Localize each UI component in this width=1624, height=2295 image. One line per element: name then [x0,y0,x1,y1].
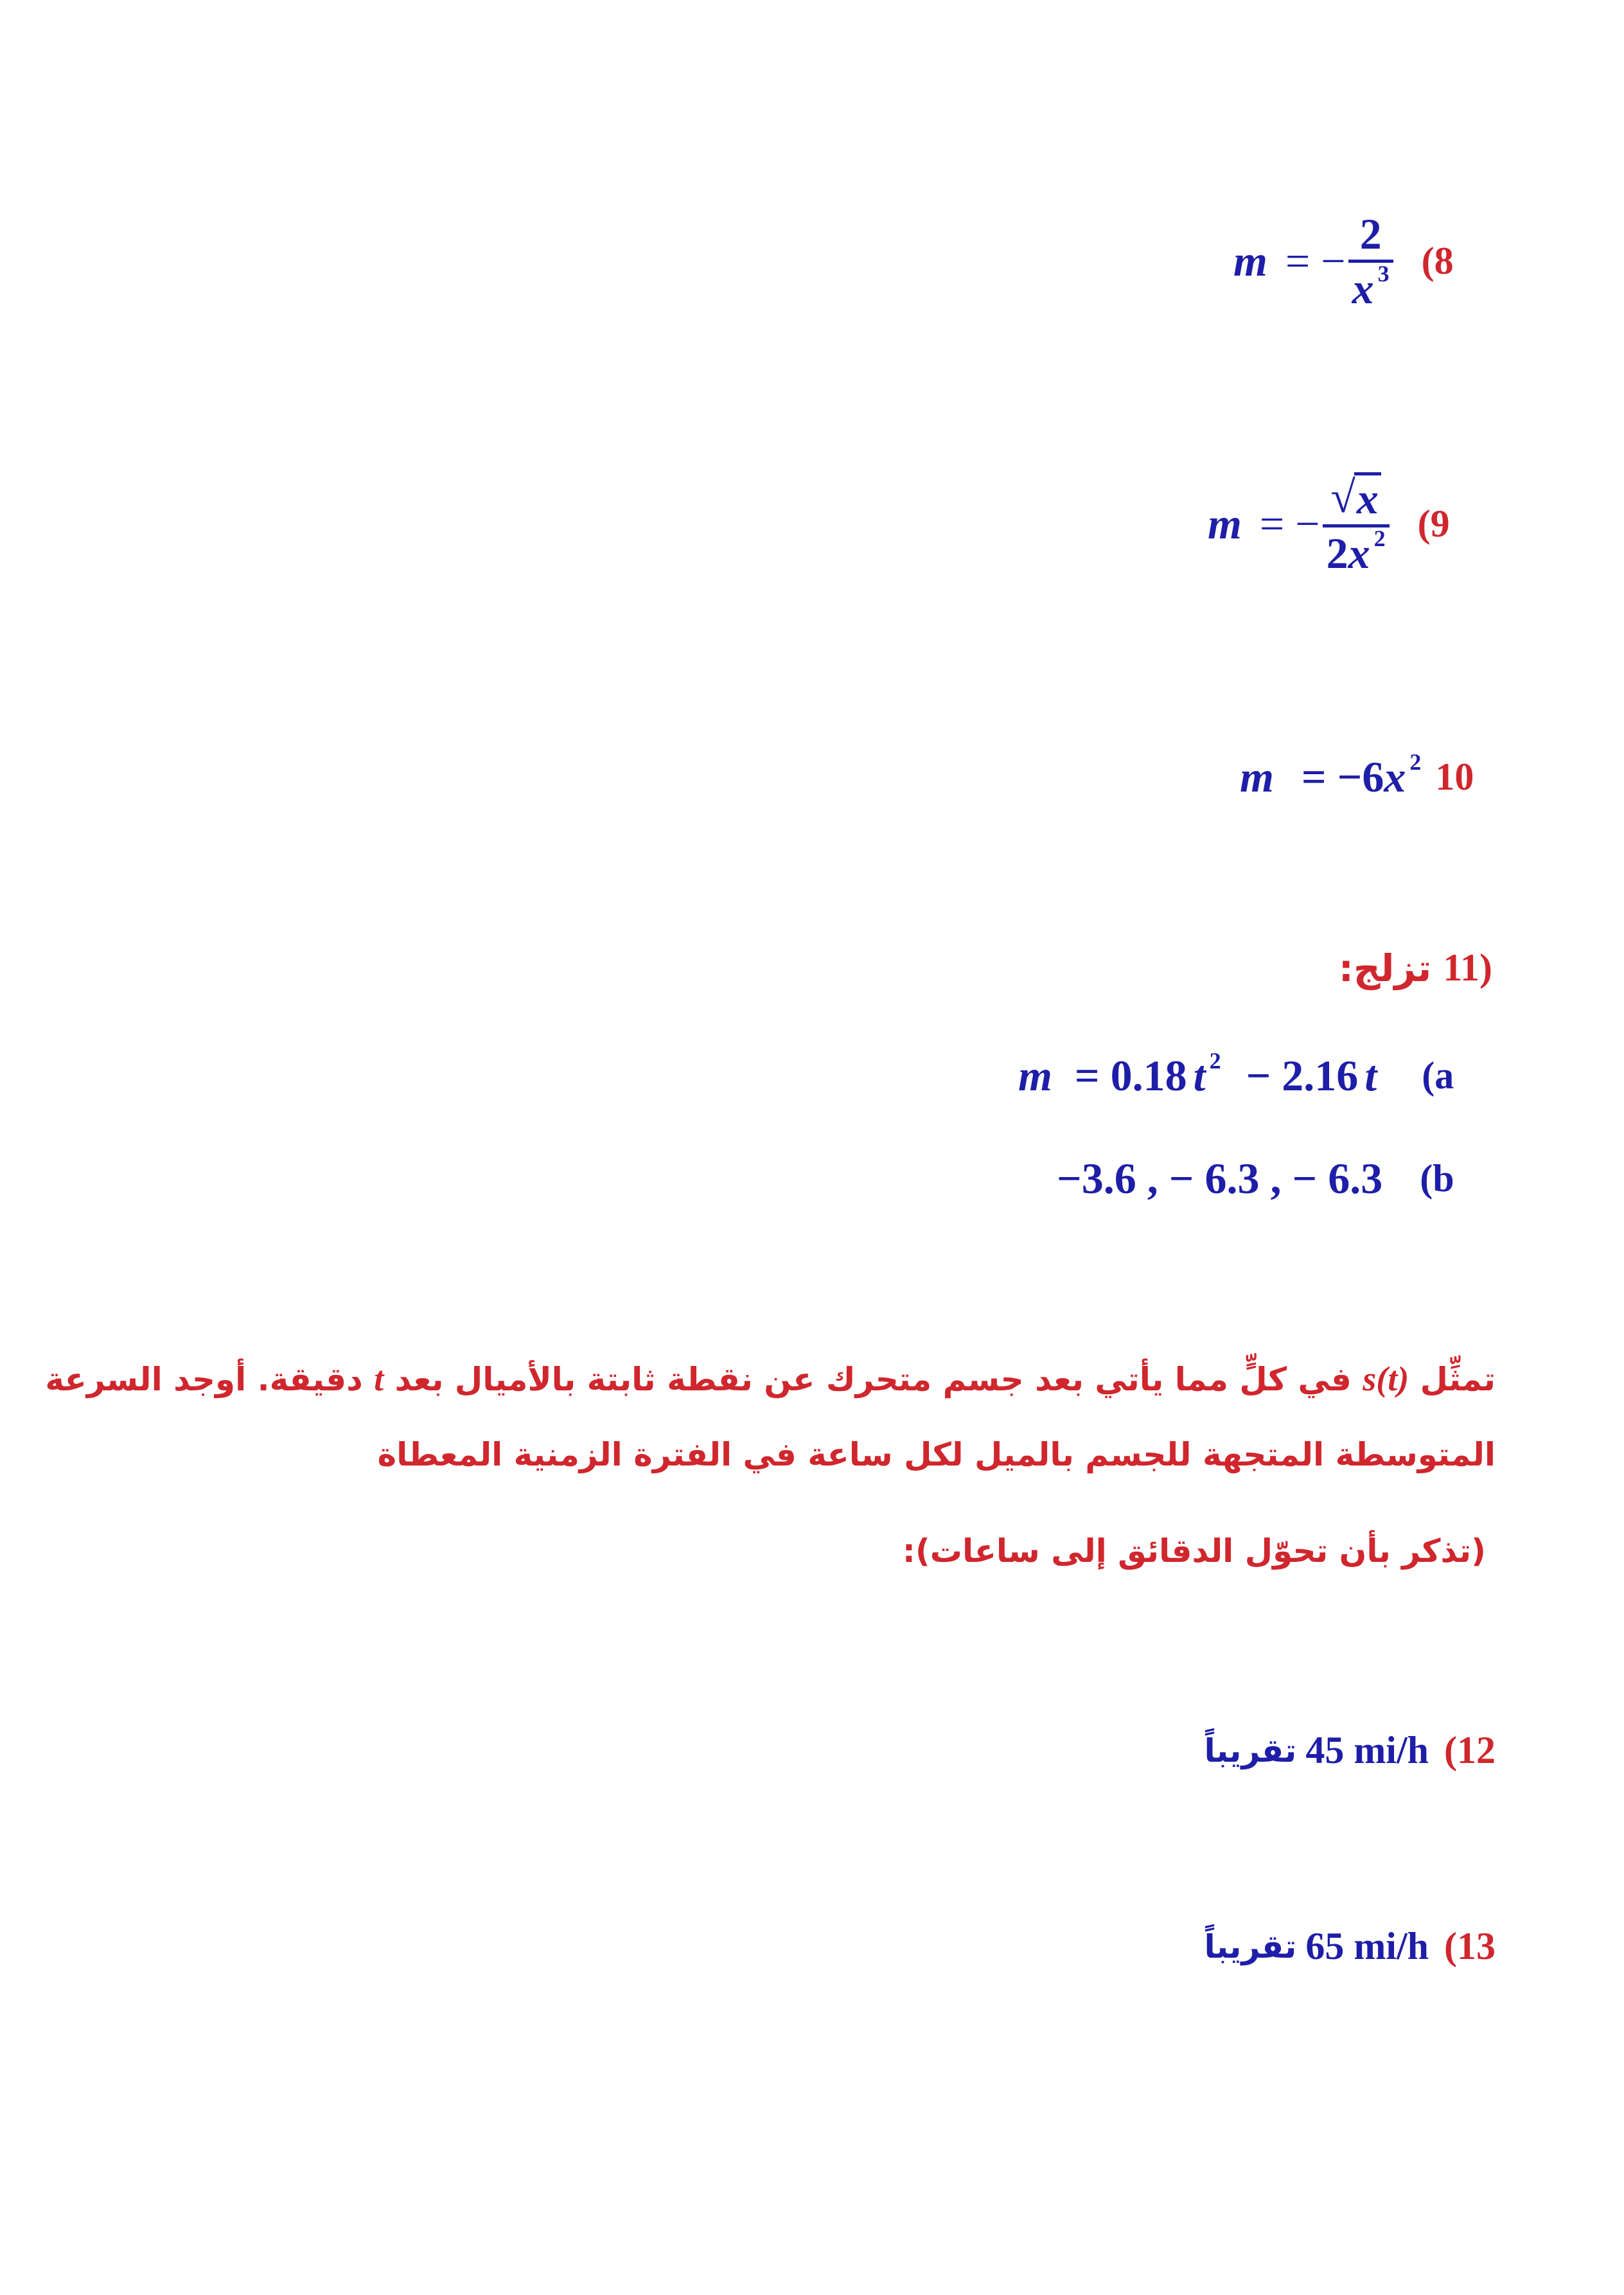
fraction: 2 x $^3$ [1348,212,1393,310]
item-11-label: 11) [1443,946,1492,989]
item-11b-label: (b [1420,1157,1454,1200]
item-8-label: (8 [1421,240,1454,282]
instructions-line-2: المتوسطة المتجهة للجسم بالميل لكل ساعة في الفترة الزمنية المعطاة [377,1436,1496,1473]
item-12-label: (12 [1444,1729,1496,1771]
sqrt-symbol: √ x [1330,472,1381,520]
item-11a-equation: m = 0.18 t $^2$ − 2.16 t [1018,1048,1377,1100]
item-9 [1208,472,1450,578]
item-13-label: (13 [1444,1925,1496,1967]
function-s-of-t: s(t) [1363,1360,1409,1398]
item-12-value: 45 mi/h [1305,1729,1429,1771]
item-11b-values: −3.6 , − 6.3 , − 6.3 [1057,1154,1383,1203]
item-9-label: (9 [1417,502,1450,545]
item-11a-label: (a [1422,1054,1454,1097]
item-10-label: 10 [1435,756,1474,798]
item-12 [1204,1728,1496,1773]
fraction: √ x 2x $^2$ [1323,472,1390,575]
item-11-title: تزلج: [1338,946,1432,990]
item-12-approx: تقريباً [1204,1732,1297,1769]
item-13-value: 65 mi/h [1305,1925,1429,1967]
variable-t: t [374,1360,384,1398]
item-11-heading [1339,946,1492,990]
item-10-equation: m = −6x $^2$ [1240,749,1422,801]
item-8 [1233,209,1454,313]
instructions-line-1: تمثِّل s(t) في كلٍّ مما يأتي بعد جسم متحرك عن نقطة ثابتة بالأميال بعد t دقيقة. أوجد السرعة [45,1360,1496,1398]
item-11a [1018,1050,1454,1101]
instructions-line-3: (تذكر بأن تحوّل الدقائق إلى ساعات): [902,1532,1486,1570]
item-10 [1240,749,1474,802]
item-13-approx: تقريباً [1204,1927,1297,1965]
item-11b [1057,1153,1454,1204]
item-9-equation: m = − √ x 2x $^2$ [1208,472,1390,575]
item-8-equation: m = − 2 x $^3$ [1233,212,1393,310]
item-13 [1204,1924,1496,1969]
